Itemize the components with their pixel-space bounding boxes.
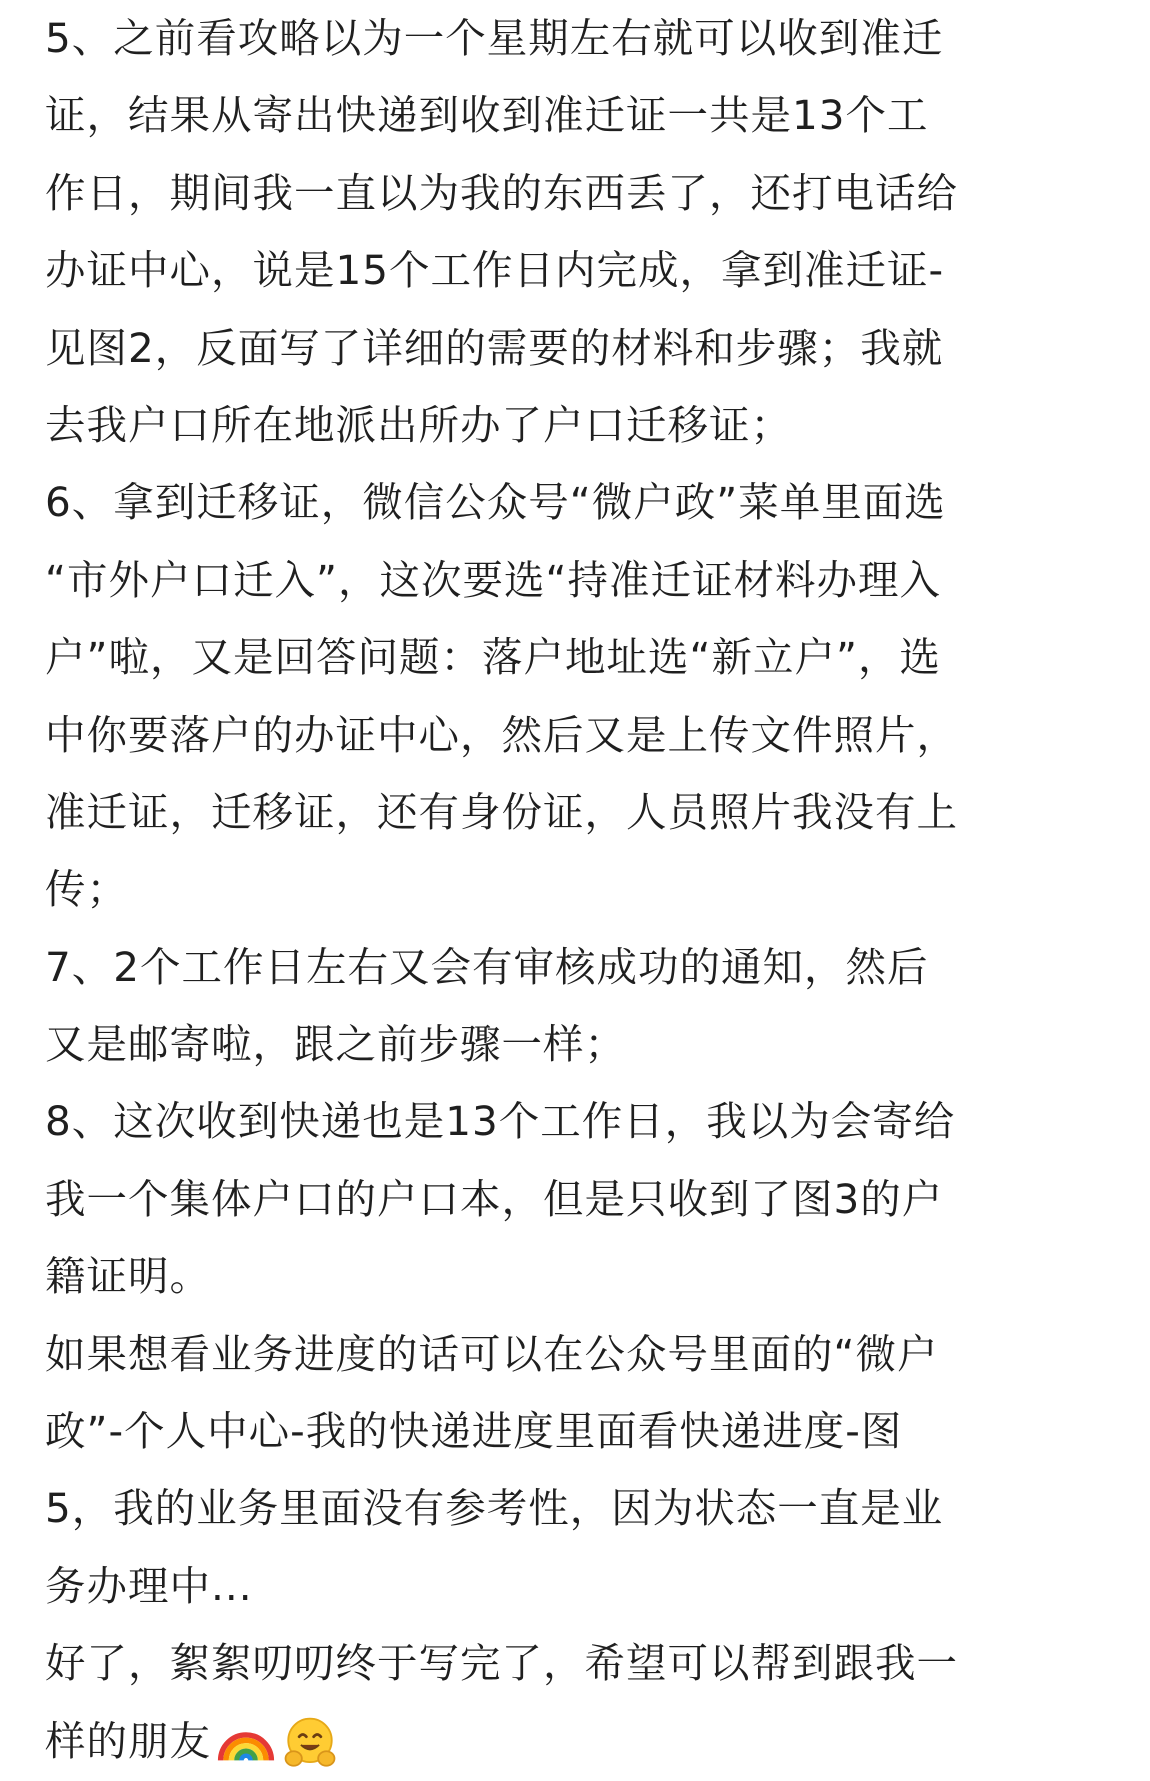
text-line: 证，结果从寄出快递到收到准迁证一共是13个工	[45, 91, 929, 140]
text-line: 好了，絮絮叨叨终于写完了，希望可以帮到跟我一	[45, 1639, 958, 1688]
text-line: 办证中心，说是15个工作日内完成，拿到准迁证-	[45, 246, 945, 295]
text-line: 见图2，反面写了详细的需要的材料和步骤；我就	[45, 323, 944, 372]
text-line: 又是邮寄啦，跟之前步骤一样；	[45, 1020, 626, 1069]
text-line: 作日，期间我一直以为我的东西丢了，还打电话给	[45, 168, 958, 217]
text-line: 中你要落户的办证中心，然后又是上传文件照片，	[45, 710, 958, 759]
text-line: 如果想看业务进度的话可以在公众号里面的“微户	[45, 1329, 939, 1378]
text-line: 样的朋友	[45, 1716, 211, 1765]
post-text	[45, 0, 1125, 1780]
text-line: 务办理中...	[45, 1561, 253, 1610]
text-line: 政”-个人中心-我的快递进度里面看快递进度-图	[45, 1407, 903, 1456]
text-line: 传；	[45, 865, 128, 914]
text-line: 5、之前看攻略以为一个星期左右就可以收到准迁	[45, 14, 944, 62]
text-line: 去我户口所在地派出所办了户口迁移证；	[45, 400, 792, 449]
hugging-face-icon	[281, 1715, 339, 1773]
last-line	[45, 1703, 1125, 1780]
text-line: 7、2个工作日左右又会有审核成功的通知，然后	[45, 942, 929, 991]
text-line: 准迁证，迁移证，还有身份证，人员照片我没有上	[45, 787, 958, 836]
text-line: 6、拿到迁移证，微信公众号“微户政”菜单里面选	[45, 478, 946, 527]
text-line: 8、这次收到快递也是13个工作日，我以为会寄给	[45, 1097, 956, 1146]
text-line: 户”啦，又是回答问题：落户地址选“新立户”，选	[45, 633, 941, 682]
text-line: 5，我的业务里面没有参考性，因为状态一直是业	[45, 1484, 944, 1533]
text-line: “市外户口迁入”，这次要选“持准迁证材料办理入	[45, 555, 941, 604]
text-line: 籍证明。	[45, 1252, 211, 1301]
text-line: 我一个集体户口的户口本，但是只收到了图3的户	[45, 1174, 944, 1223]
rainbow-icon	[217, 1715, 275, 1773]
